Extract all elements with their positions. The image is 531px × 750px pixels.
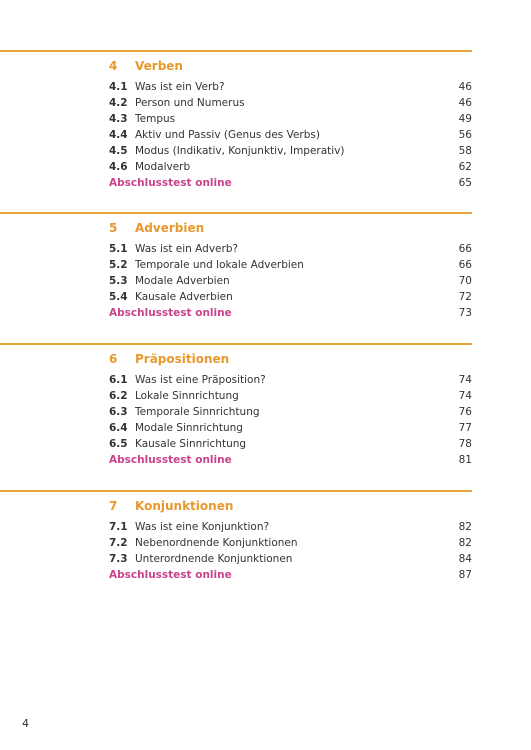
- online-test-page-number: 87: [458, 569, 472, 581]
- toc-entry[interactable]: [109, 420, 472, 436]
- toc-entry[interactable]: [109, 535, 472, 551]
- entry-number: 6.2: [109, 390, 128, 402]
- toc-entry[interactable]: [109, 241, 472, 257]
- chapter-divider: [0, 212, 472, 214]
- chapter-entries: [109, 241, 472, 321]
- entry-title: Tempus: [135, 113, 176, 125]
- entry-title: Unterordnende Konjunktionen: [135, 553, 293, 565]
- entry-page-number: 58: [458, 145, 472, 157]
- toc-entry[interactable]: [109, 551, 472, 567]
- entry-page-number: 82: [458, 537, 472, 549]
- chapter-heading: [109, 351, 229, 367]
- entry-number: 7.2: [109, 537, 128, 549]
- entry-page-number: 76: [458, 406, 472, 418]
- toc-entry[interactable]: [109, 372, 472, 388]
- online-test-page-number: 73: [458, 307, 472, 319]
- chapter-heading: [109, 220, 204, 236]
- chapter-heading: [109, 498, 233, 514]
- chapter-number: 6: [109, 352, 118, 366]
- entry-title: Lokale Sinnrichtung: [135, 390, 239, 402]
- page-number: 4: [22, 717, 29, 730]
- toc-entry[interactable]: [109, 257, 472, 273]
- toc-entry[interactable]: [109, 289, 472, 305]
- entry-title: Modale Adverbien: [135, 275, 230, 287]
- online-test-label: Abschlusstest online: [109, 307, 232, 319]
- entry-page-number: 72: [458, 291, 472, 303]
- entry-title: Nebenordnende Konjunktionen: [135, 537, 298, 549]
- entry-page-number: 74: [458, 374, 472, 386]
- entry-title: Was ist ein Adverb?: [135, 243, 239, 255]
- chapter-title: Verben: [135, 59, 183, 73]
- toc-entry[interactable]: [109, 143, 472, 159]
- entry-page-number: 78: [458, 438, 472, 450]
- entry-page-number: 66: [458, 259, 472, 271]
- entry-page-number: 84: [458, 553, 472, 565]
- toc-entry[interactable]: [109, 79, 472, 95]
- entry-page-number: 56: [458, 129, 472, 141]
- entry-title: Temporale Sinnrichtung: [135, 406, 260, 418]
- entry-title: Modus (Indikativ, Konjunktiv, Imperativ): [135, 145, 345, 157]
- online-test-page-number: 81: [458, 454, 472, 466]
- entry-page-number: 49: [458, 113, 472, 125]
- entry-number: 4.2: [109, 97, 128, 109]
- online-test-link[interactable]: [109, 452, 472, 468]
- entry-page-number: 46: [458, 97, 472, 109]
- online-test-link[interactable]: [109, 567, 472, 583]
- chapter-heading: [109, 58, 183, 74]
- online-test-link[interactable]: [109, 305, 472, 321]
- toc-entry[interactable]: [109, 127, 472, 143]
- chapter-entries: [109, 79, 472, 191]
- entry-number: 4.6: [109, 161, 128, 173]
- chapter-entries: [109, 519, 472, 583]
- chapter-number: 7: [109, 499, 118, 513]
- online-test-label: Abschlusstest online: [109, 177, 232, 189]
- toc-entry[interactable]: [109, 436, 472, 452]
- online-test-label: Abschlusstest online: [109, 454, 232, 466]
- entry-number: 5.3: [109, 275, 128, 287]
- chapter-title: Adverbien: [135, 221, 205, 235]
- entry-number: 7.3: [109, 553, 128, 565]
- chapter-number: 5: [109, 221, 118, 235]
- entry-number: 7.1: [109, 521, 128, 533]
- chapter-divider: [0, 490, 472, 492]
- online-test-link[interactable]: [109, 175, 472, 191]
- chapter-number: 4: [109, 59, 118, 73]
- toc-entry[interactable]: [109, 95, 472, 111]
- entry-page-number: 74: [458, 390, 472, 402]
- entry-number: 4.5: [109, 145, 128, 157]
- chapter-entries: [109, 372, 472, 468]
- chapter-title: Konjunktionen: [135, 499, 234, 513]
- toc-entry[interactable]: [109, 111, 472, 127]
- entry-page-number: 77: [458, 422, 472, 434]
- entry-number: 4.3: [109, 113, 128, 125]
- entry-title: Temporale und lokale Adverbien: [135, 259, 304, 271]
- entry-title: Was ist eine Präposition?: [135, 374, 266, 386]
- entry-number: 4.4: [109, 129, 128, 141]
- entry-number: 4.1: [109, 81, 128, 93]
- entry-number: 6.3: [109, 406, 128, 418]
- toc-entry[interactable]: [109, 388, 472, 404]
- entry-title: Person und Numerus: [135, 97, 245, 109]
- entry-title: Kausale Adverbien: [135, 291, 233, 303]
- toc-entry[interactable]: [109, 159, 472, 175]
- entry-number: 6.4: [109, 422, 128, 434]
- entry-number: 6.1: [109, 374, 128, 386]
- chapter-divider: [0, 343, 472, 345]
- toc-entry[interactable]: [109, 273, 472, 289]
- entry-page-number: 82: [458, 521, 472, 533]
- chapter-title: Präpositionen: [135, 352, 230, 366]
- entry-title: Kausale Sinnrichtung: [135, 438, 247, 450]
- entry-number: 6.5: [109, 438, 128, 450]
- entry-number: 5.4: [109, 291, 128, 303]
- entry-number: 5.2: [109, 259, 128, 271]
- entry-title: Modalverb: [135, 161, 191, 173]
- entry-page-number: 66: [458, 243, 472, 255]
- toc-entry[interactable]: [109, 519, 472, 535]
- entry-page-number: 62: [458, 161, 472, 173]
- entry-title: Modale Sinnrichtung: [135, 422, 243, 434]
- online-test-label: Abschlusstest online: [109, 569, 232, 581]
- entry-title: Was ist ein Verb?: [135, 81, 225, 93]
- toc-entry[interactable]: [109, 404, 472, 420]
- entry-title: Was ist eine Konjunktion?: [135, 521, 270, 533]
- entry-page-number: 46: [458, 81, 472, 93]
- entry-number: 5.1: [109, 243, 128, 255]
- entry-page-number: 70: [458, 275, 472, 287]
- online-test-page-number: 65: [458, 177, 472, 189]
- chapter-divider: [0, 50, 472, 52]
- entry-title: Aktiv und Passiv (Genus des Verbs): [135, 129, 320, 141]
